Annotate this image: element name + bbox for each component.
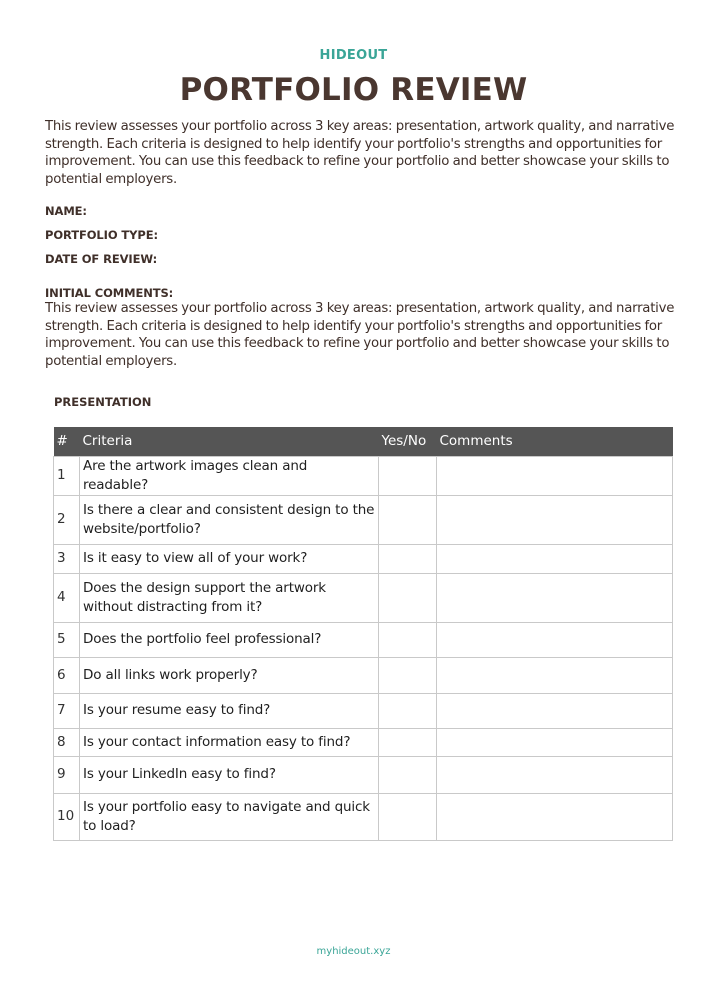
presentation-review-table: [53, 427, 673, 841]
row-criteria: Is your LinkedIn easy to find?: [80, 756, 379, 793]
comments-cell[interactable]: [437, 693, 673, 728]
comments-cell[interactable]: [437, 793, 673, 840]
yes-no-cell[interactable]: [379, 728, 437, 756]
comments-cell[interactable]: [437, 657, 673, 693]
brand-name: HIDEOUT: [319, 48, 388, 63]
table-row: [54, 756, 673, 793]
date-of-review-field-label: DATE OF REVIEW:: [45, 252, 158, 266]
comments-cell[interactable]: [437, 544, 673, 573]
row-criteria: Is it easy to view all of your work?: [80, 544, 379, 573]
comments-cell[interactable]: [437, 456, 673, 495]
name-field-label: NAME:: [45, 204, 87, 218]
yes-no-cell[interactable]: [379, 544, 437, 573]
row-criteria: Is your portfolio easy to navigate and quick to load?: [80, 793, 379, 840]
table-row: [54, 728, 673, 756]
footer-website-link[interactable]: myhideout.xyz: [316, 946, 391, 957]
row-number: 3: [54, 544, 80, 573]
row-number: 4: [54, 573, 80, 622]
comments-cell[interactable]: [437, 573, 673, 622]
yes-no-cell[interactable]: [379, 693, 437, 728]
row-criteria: Is your resume easy to find?: [80, 693, 379, 728]
yes-no-cell[interactable]: [379, 495, 437, 544]
comments-cell[interactable]: [437, 728, 673, 756]
intro-paragraph: This review assesses your portfolio across 3 key areas: presentation, artwork quality, and narrative strength. Each criteria is designed to help identify your portfolio's strengths and opportunities for improvement. You can use this feedback to refine your portfolio and better showcase your skills to potential employers.: [45, 119, 675, 187]
yes-no-cell[interactable]: [379, 793, 437, 840]
table-row: [54, 495, 673, 544]
initial-comments-label: INITIAL COMMENTS:: [45, 286, 174, 300]
table-row: [54, 573, 673, 622]
row-number: 8: [54, 728, 80, 756]
row-number: 7: [54, 693, 80, 728]
column-header-yes-no: Yes/No: [381, 433, 427, 450]
table-row: [54, 693, 673, 728]
table-row: [54, 622, 673, 657]
row-number: 2: [54, 495, 80, 544]
page-title: PORTFOLIO REVIEW: [179, 72, 528, 108]
row-number: 9: [54, 756, 80, 793]
table-row: [54, 456, 673, 495]
portfolio-type-field-label: PORTFOLIO TYPE:: [45, 228, 158, 242]
row-number: 1: [54, 456, 80, 495]
row-number: 10: [54, 793, 80, 840]
yes-no-cell[interactable]: [379, 622, 437, 657]
row-number: 5: [54, 622, 80, 657]
table-row: [54, 544, 673, 573]
row-criteria: Does the portfolio feel professional?: [80, 622, 379, 657]
initial-comments-text: This review assesses your portfolio across 3 key areas: presentation, artwork quality, and narrative strength. Each criteria is designed to help identify your portfolio's strengths and opportunities for improvement. You can use this feedback to refine your portfolio and better showcase your skills to potential employers.: [45, 301, 675, 369]
table-header-row: [54, 427, 673, 456]
yes-no-cell[interactable]: [379, 573, 437, 622]
column-header-number: #: [56, 433, 68, 450]
column-header-comments: Comments: [439, 433, 513, 450]
table-row: [54, 657, 673, 693]
column-header-criteria: Criteria: [82, 433, 133, 450]
row-criteria: Are the artwork images clean and readable?: [80, 456, 379, 495]
yes-no-cell[interactable]: [379, 756, 437, 793]
section-title-presentation: PRESENTATION: [54, 395, 152, 409]
table-row: [54, 793, 673, 840]
row-criteria: Is your contact information easy to find?: [80, 728, 379, 756]
yes-no-cell[interactable]: [379, 456, 437, 495]
comments-cell[interactable]: [437, 495, 673, 544]
row-criteria: Do all links work properly?: [80, 657, 379, 693]
row-criteria: Is there a clear and consistent design to the website/portfolio?: [80, 495, 379, 544]
yes-no-cell[interactable]: [379, 657, 437, 693]
comments-cell[interactable]: [437, 622, 673, 657]
comments-cell[interactable]: [437, 756, 673, 793]
row-criteria: Does the design support the artwork without distracting from it?: [80, 573, 379, 622]
row-number: 6: [54, 657, 80, 693]
